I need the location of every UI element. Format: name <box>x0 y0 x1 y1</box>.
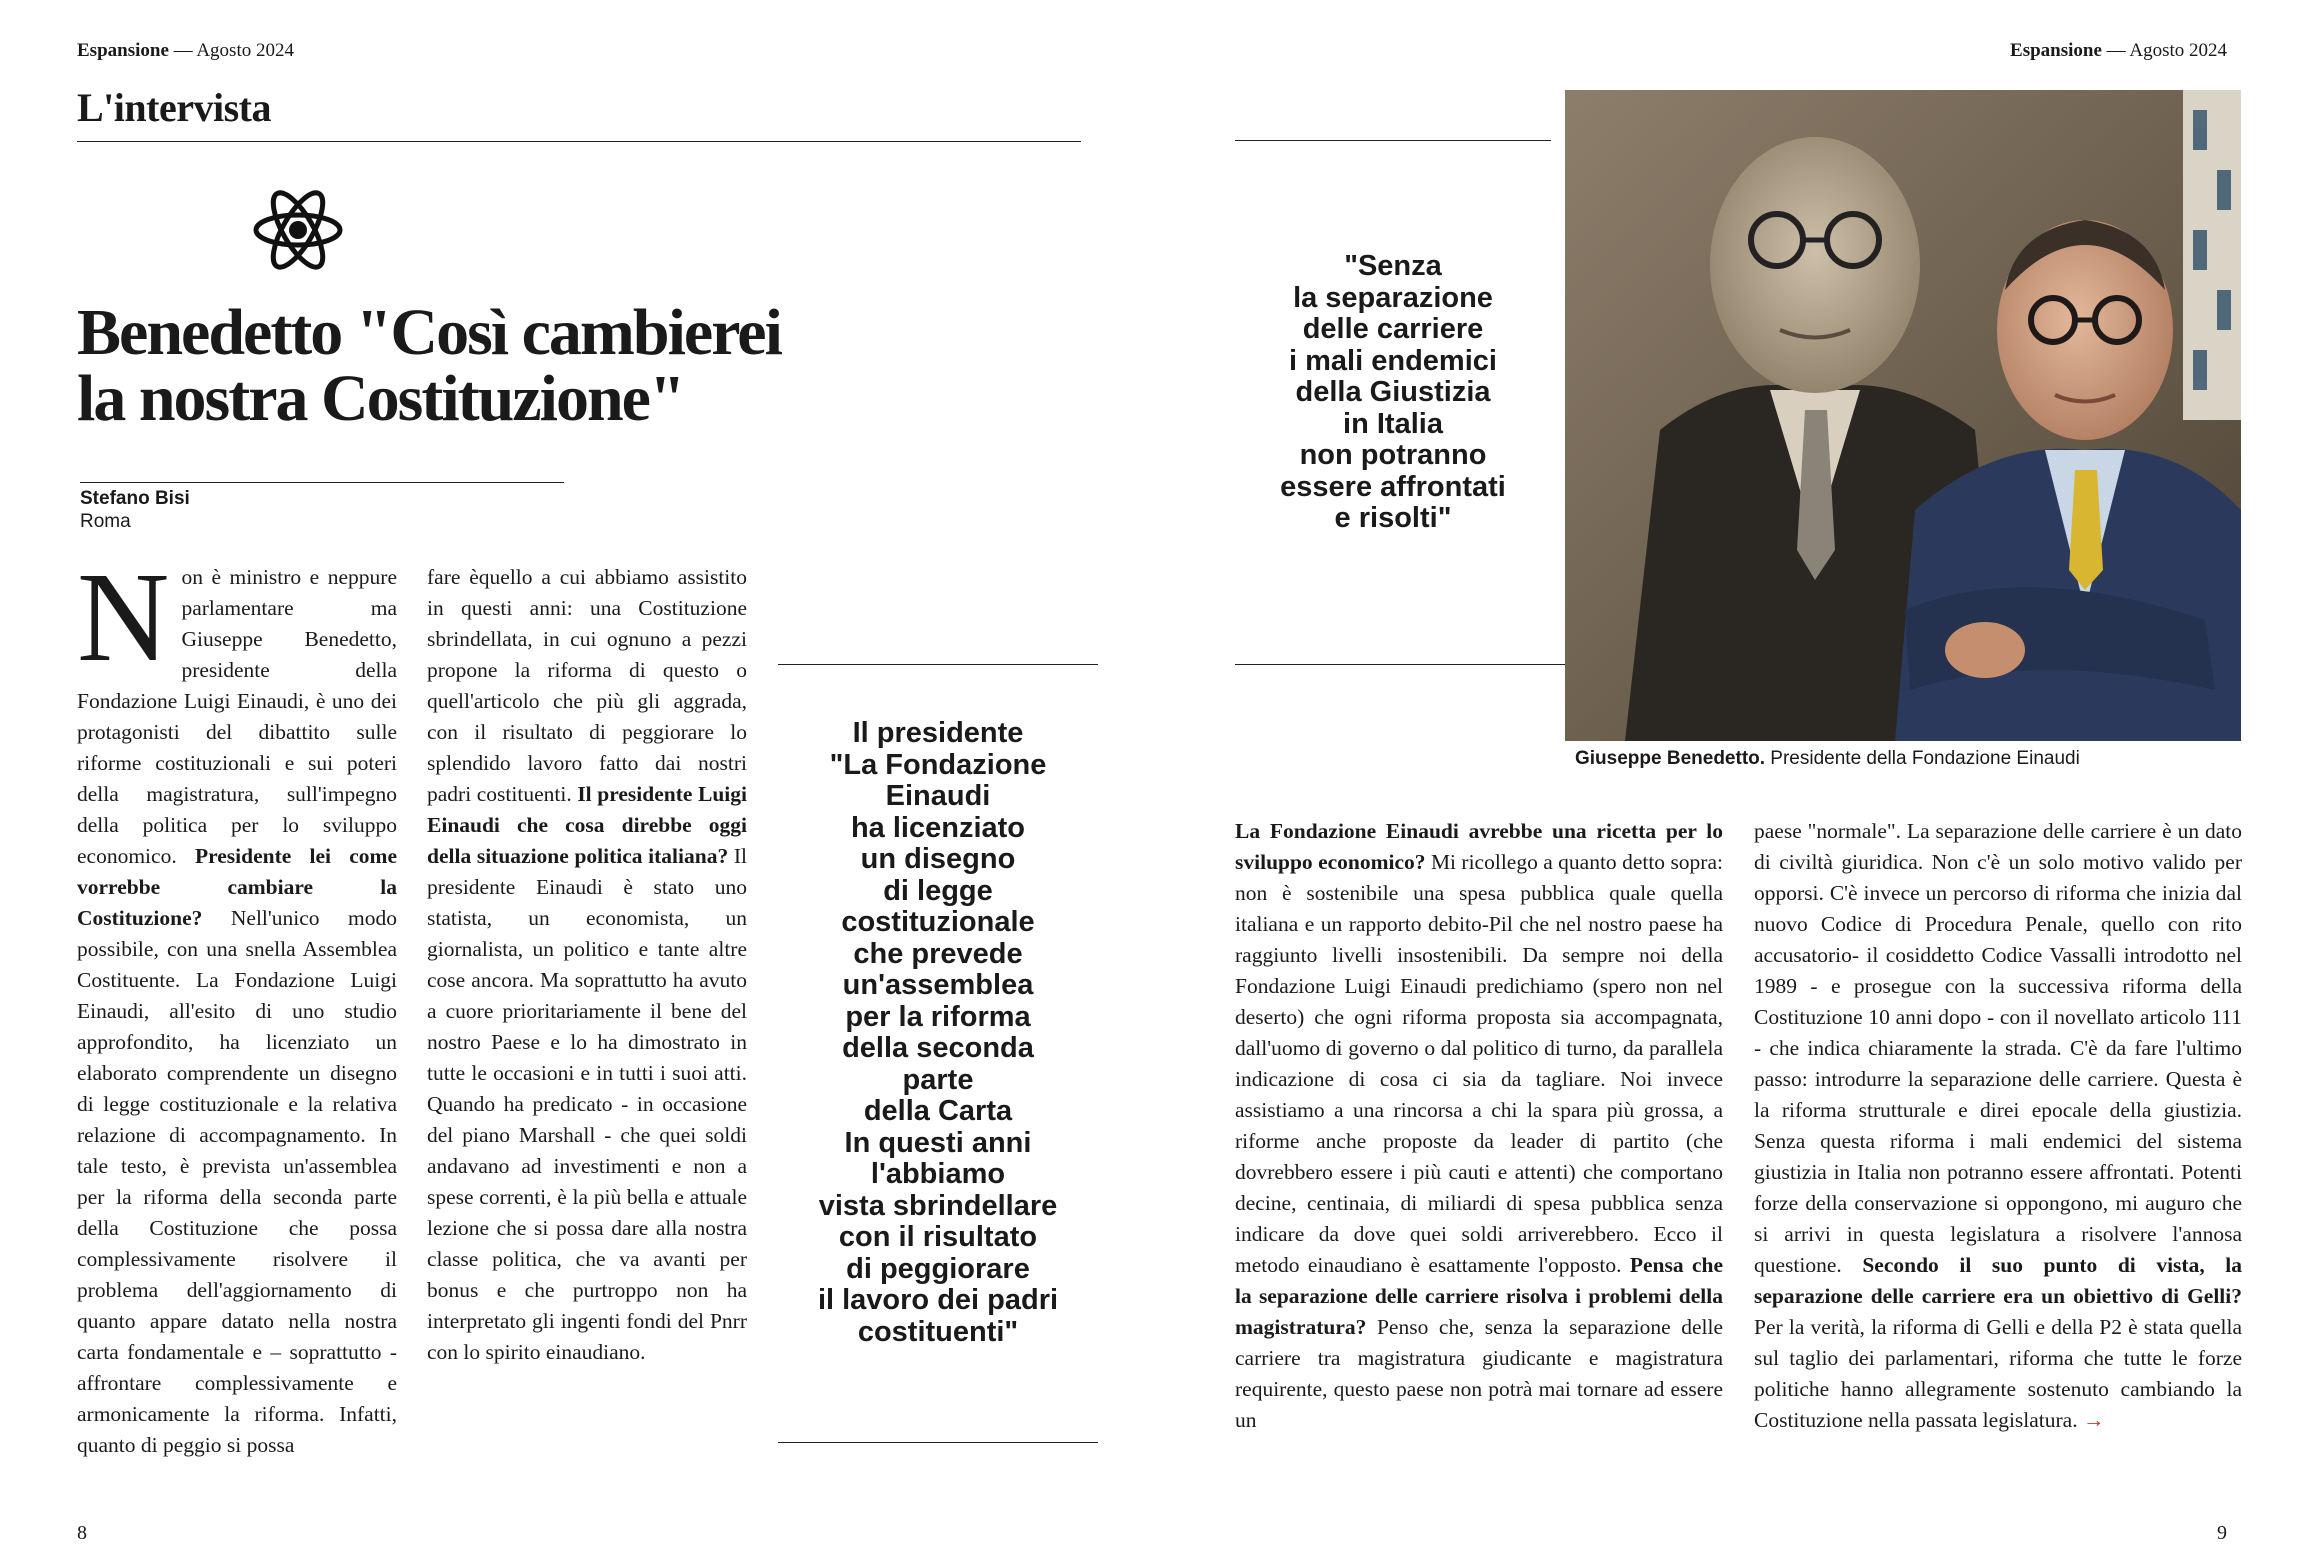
pull-quote-line: i mali endemici <box>1289 344 1497 377</box>
pull-quote-line: Einaudi <box>885 780 991 812</box>
section-title: L'intervista <box>77 85 271 130</box>
issue-date: — Agosto 2024 <box>173 40 294 61</box>
pull-quote-line: della seconda <box>842 1032 1034 1064</box>
pull-quote-line: costituenti" <box>857 1315 1019 1348</box>
photo-caption <box>1575 748 2080 770</box>
pull-quote-line: con il risultato <box>838 1221 1038 1253</box>
page-number-left: 8 <box>77 1522 87 1544</box>
pull-quote-right <box>1235 251 1551 535</box>
pullquote-rule-top <box>1235 140 1551 141</box>
pull-quote-line: essere affrontati <box>1280 470 1506 503</box>
atom-icon <box>250 182 346 278</box>
pull-quote-line: il lavoro dei padri <box>817 1284 1059 1316</box>
pull-quote-line: un disegno <box>860 843 1016 875</box>
pull-quote-line: vista sbrindellare <box>818 1189 1058 1222</box>
pull-quote-line: "Senza <box>1344 250 1442 282</box>
caption-text: Presidente della Fondazione Einaudi <box>1765 748 2080 769</box>
pull-quote-line: di peggiorare <box>846 1252 1030 1285</box>
drop-cap: N <box>77 546 170 688</box>
section-rule <box>77 141 1081 142</box>
interview-question: Secondo il suo punto di vista, la separazione delle carriere era un obiettivo di Gelli? <box>1754 1253 2242 1308</box>
pull-quote-line: ha licenziato <box>850 811 1026 844</box>
caption-name: Giuseppe Benedetto. <box>1575 748 1766 769</box>
issue-date: — Agosto 2024 <box>2106 40 2227 61</box>
pull-quote-line: l'abbiamo <box>870 1158 1006 1190</box>
pull-quote-line: la separazione <box>1293 281 1493 314</box>
portrait-photo <box>1565 90 2241 741</box>
paragraph: Per la verità, la riforma di Gelli e della P2 è stata quella sul taglio dei parlamentari, riforma che tutte le forze politiche hanno allegramente sostenuto cambiando la Costituzione nella passata legislatura. <box>1754 1315 2242 1432</box>
pull-quote-line: della Carta <box>863 1095 1013 1127</box>
pull-quote-line: non potranno <box>1299 439 1487 471</box>
page-number-right: 9 <box>2217 1522 2227 1544</box>
author-name: Stefano Bisi <box>80 488 190 509</box>
pull-quote-line: In questi anni <box>844 1126 1032 1159</box>
byline-rule <box>80 482 564 483</box>
headline-line: la nostra Costituzione" <box>77 362 684 435</box>
pull-quote-line: un'assemblea <box>842 969 1034 1001</box>
pull-quote-line: che prevede <box>853 937 1023 970</box>
paragraph: Penso che, senza la separazione delle carriere tra magistratura giudicante e magistratura requirente, questo paese non potrà mai tornare ad essere un <box>1235 1315 1723 1432</box>
author-city: Roma <box>80 511 131 532</box>
magazine-name: Espansione <box>77 40 169 61</box>
pull-quote-line: delle carriere <box>1302 313 1484 345</box>
pull-quote-line: per la riforma <box>845 1000 1031 1033</box>
paragraph: Mi ricollego a quanto detto sopra: non è sostenibile una spesa pubblica quale quella italiana e un rapporto debito-Pil che nel nostro paese ha raggiunto livelli insostenibili. Da sempre noi della Fondazione Luigi Einaudi predichiamo (spero non nel deserto) che ogni riforma proposta sia accompagnata, dall'uomo di governo o dal politico di turno, da parallela indicazione di cosa ci sia da tagliare. Noi invece assistiamo a una rincorsa a chi la spara più grossa, a riforme anche proposte da leader di partito (che dovrebbero essere i più cauti e attenti) che comportano decine, centinaia, di miliardi di spesa pubblica senza indicare da dove quei soldi arriverebbero. Ecco il metodo einaudiano è esattamente l'opposto. <box>1235 850 1723 1277</box>
pull-quote-line: della Giustizia <box>1295 376 1491 408</box>
continue-arrow-icon[interactable]: → <box>2082 1408 2105 1432</box>
pull-quote-line: parte <box>902 1063 974 1096</box>
pull-quote-line: in Italia <box>1343 407 1443 440</box>
paragraph: paese "normale". La separazione delle carriere è un dato di civiltà giuridica. Non c'è un solo motivo valido per opporsi. C'è invece un percorso di riforma che inizia dal nuovo Codice di Procedura Penale, quello con rito accusatorio- il cosiddetto Codice Vassalli introdotto nel 1989 - e prosegue con la successiva riforma della Costituzione 10 anni dopo - con il novellato articolo 111 - che indica chiaramente la strada. C'è da fare l'ultimo passo: introdurre la separazione delle carriere. Questa è la riforma strutturale e direi epocale della giustizia. Senza questa riforma i mali endemici del sistema giustizia in Italia non potranno essere affrontati. Potenti forze della conservazione si oppongono, mi auguro che si arrivi in questa legislatura a risolvere l'annosa questione. <box>1754 819 2242 1277</box>
magazine-name: Espansione <box>2010 40 2102 61</box>
pullquote-rule-top <box>778 664 1098 665</box>
pull-quote-left <box>778 718 1098 1348</box>
article-column-3 <box>1235 816 1723 1436</box>
interview-question: Pensa che la separazione delle carriere risolva i problemi della magistratura? <box>1235 1253 1723 1339</box>
article-column-1 <box>77 546 397 1461</box>
header-right <box>2010 40 2227 62</box>
pull-quote-line: Il presidente <box>852 717 1024 749</box>
pullquote-rule-bottom <box>778 1442 1098 1443</box>
interview-question: La Fondazione Einaudi avrebbe una ricetta per lo sviluppo economico? <box>1235 819 1723 874</box>
pull-quote-line: costituzionale <box>841 906 1035 938</box>
interview-question: Il presidente Luigi Einaudi che cosa direbbe oggi della situazione politica italiana? <box>427 782 747 868</box>
pull-quote-line: di legge <box>883 874 993 907</box>
pull-quote-line: "La Fondazione <box>829 748 1047 781</box>
article-column-2 <box>427 562 747 1368</box>
paragraph: Il presidente Einaudi è stato uno statista, un economista, un giornalista, un politico e tante altre cose ancora. Ma soprattutto ha avuto a cuore prioritariamente il bene del nostro Paese e lo ha dimostrato in tutte le occasioni e in tutti i suoi atti. Quando ha predicato - in occasione del piano Marshall - che quei soldi andavano ad investimenti e non a spese correnti, è la più bella e attuale lezione che si possa dare alla nostra classe politica, che va avanti per bonus e che purtroppo non ha interpretato gli ingenti fondi del Pnrr con lo spirito einaudiano. <box>427 844 747 1364</box>
headline-line: Benedetto "Così cambierei <box>77 296 781 369</box>
pull-quote-line: e risolti" <box>1334 502 1452 534</box>
headline <box>77 296 957 435</box>
pullquote-rule-bottom <box>1235 664 1565 665</box>
interview-question: Presidente lei come vorrebbe cambiare la Costituzione? <box>77 844 397 930</box>
header-left <box>77 40 294 62</box>
article-column-4 <box>1754 816 2242 1436</box>
paragraph: Nell'unico modo possibile, con una snella Assemblea Costituente. La Fondazione Luigi Einaudi, all'esito di uno studio approfondito, ha licenziato un elaborato comprendente un disegno di legge costituzionale e la relativa relazione di accompagnamento. In tale testo, è prevista un'assemblea per la riforma della seconda parte della Costituzione che possa complessivamente risolvere il problema dell'aggiornamento di quanto appare datato nella nostra carta fondamentale e – soprattutto - affrontare complessivamente e armonicamente la riforma. Infatti, quanto di peggio si possa <box>77 906 397 1457</box>
paragraph: fare èquello a cui abbiamo assistito in questi anni: una Costituzione sbrindellata, in cui ognuno a pezzi propone la riforma di questo o quell'articolo che più gli aggrada, con il risultato di peggiorare lo splendido lavoro fatto dai nostri padri costituenti. <box>427 565 747 806</box>
paragraph: on è ministro e neppure parlamentare ma Giuseppe Benedetto, presidente della Fondazione Luigi Einaudi, è uno dei protagonisti del dibattito sulle riforme costituzionali e sui poteri della magistratura, sull'impegno della politica per lo sviluppo economico. <box>77 565 397 868</box>
